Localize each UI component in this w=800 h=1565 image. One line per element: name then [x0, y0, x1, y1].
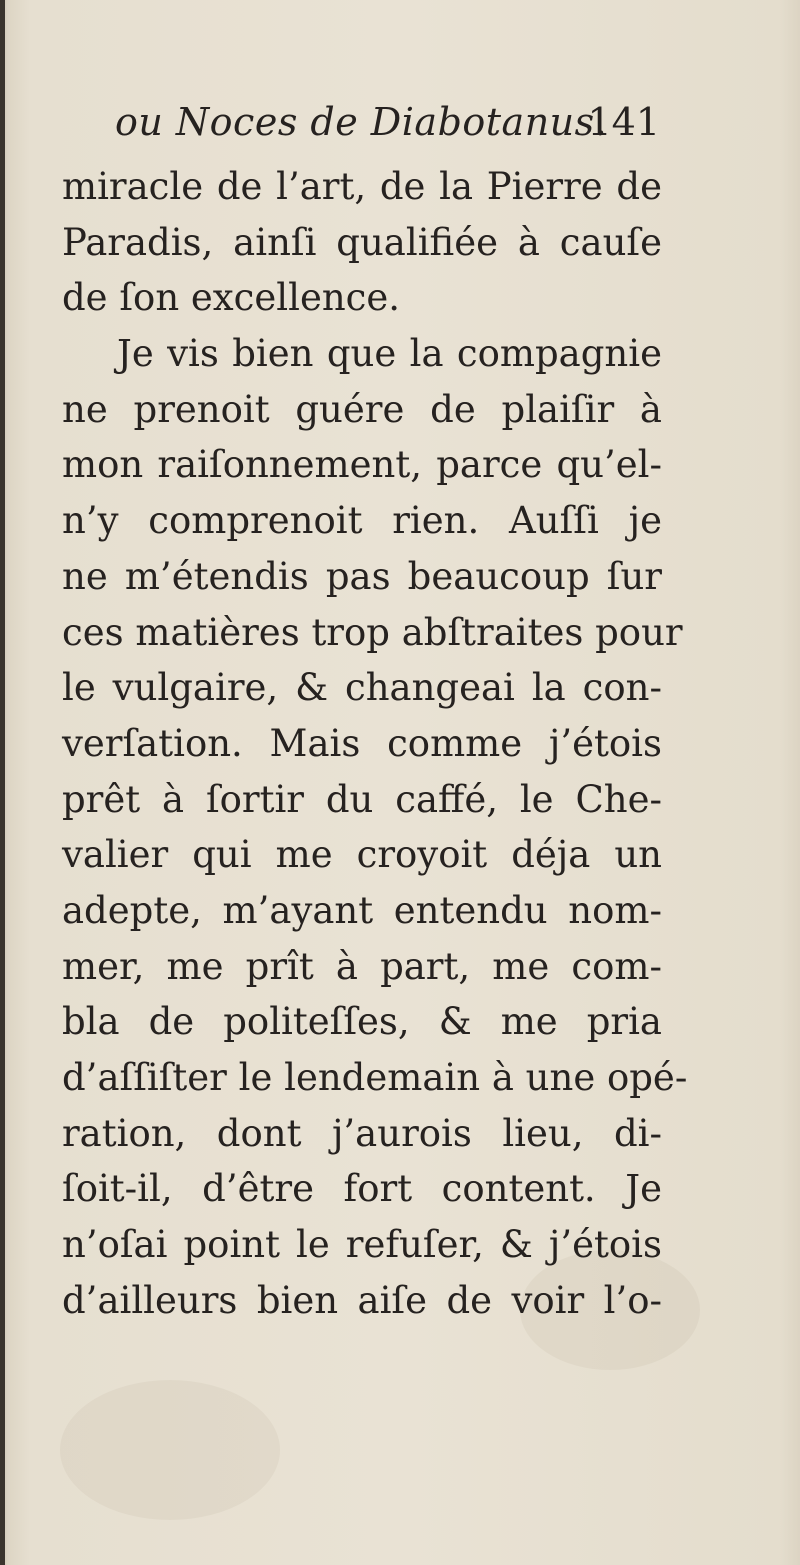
text-line: ne m’étendis pas beaucoup ſur	[62, 554, 662, 598]
page-header	[115, 100, 660, 150]
page-binding-edge	[0, 0, 5, 1565]
text-line: le vulgaire, & changeai la con-	[62, 666, 662, 710]
text-line: mer, me prît à part, me com-	[62, 944, 662, 988]
text-line: valier qui me croyoit déja un	[62, 833, 662, 877]
text-line: Je vis bien que la compagnie	[117, 332, 662, 376]
paper-stain	[60, 1380, 280, 1520]
page-number: 141	[587, 100, 660, 144]
text-line: ces matières trop abſtraites pour	[62, 610, 683, 654]
running-head: ou Noces de Diabotanus.	[115, 100, 608, 144]
text-line: d’aſſiſter le lendemain à une opé-	[62, 1056, 688, 1099]
text-line: bla de politeſſes, & me pria	[62, 1000, 662, 1044]
text-line: prêt à ſortir du caffé, le Che-	[62, 777, 662, 821]
text-line: mon raiſonnement, parce qu’el-	[62, 443, 662, 487]
text-line: verſation. Mais comme j’étois	[62, 721, 662, 765]
text-line: de ſon excellence.	[62, 276, 401, 320]
body-text	[62, 162, 688, 1331]
text-line: adepte, m’ayant entendu nom-	[62, 888, 662, 932]
text-line: d’ailleurs bien aiſe de voir l’o-	[62, 1278, 662, 1322]
text-line: n’y comprenoit rien. Auſſi je	[62, 499, 662, 543]
text-line: ne prenoit guére de plaiſir à	[62, 387, 662, 431]
text-line: ſoit-il, d’être fort content. Je	[62, 1167, 662, 1211]
text-line: Paradis, ainſi qualifiée à cauſe	[62, 220, 662, 264]
text-line: miracle de l’art, de la Pierre de	[62, 165, 662, 208]
text-line: ration, dont j’aurois lieu, di-	[62, 1111, 662, 1155]
text-line: n’oſai point le refuſer, & j’étois	[62, 1223, 662, 1267]
